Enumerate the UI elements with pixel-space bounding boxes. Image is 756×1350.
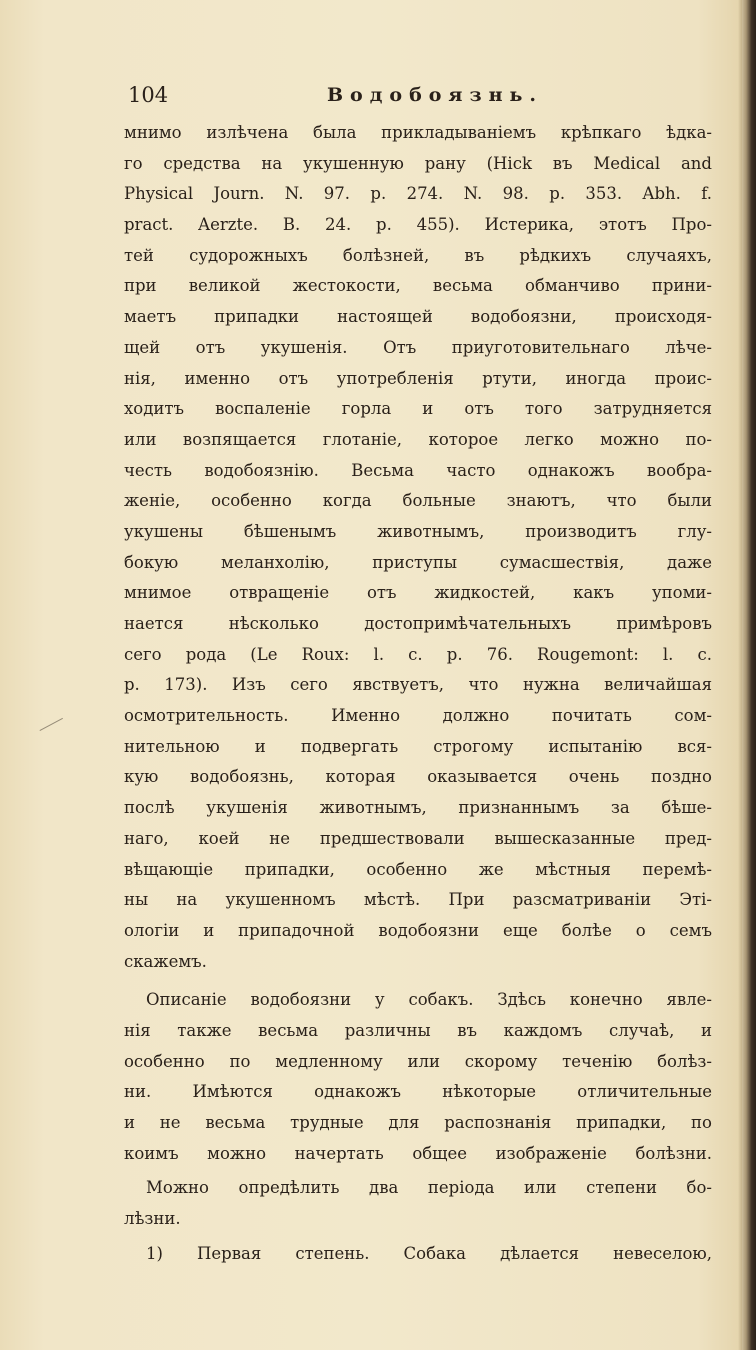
text-line: кую водобоязнь, которая оказывается очень поздно xyxy=(124,767,712,787)
text-line: мнимое отвращеніе отъ жидкостей, какъ упоми- xyxy=(124,583,712,603)
text-line: укушены бѣшенымъ животнымъ, производитъ глу- xyxy=(124,521,712,541)
text-line: тей судорожныхъ болѣзней, въ рѣдкихъ случаяхъ, xyxy=(124,245,712,265)
text-line: ны на укушенномъ мѣстѣ. При разсматриваніи Эті- xyxy=(124,890,712,910)
text-line: Physical Journ. N. 97. p. 274. N. 98. p. 353. Abh. f. xyxy=(124,184,712,204)
text-line: ходитъ воспаленіе горла и отъ того затрудняется xyxy=(124,399,712,419)
text-line: p. 173). Изъ сего явствуетъ, что нужна величайшая xyxy=(124,675,712,695)
text-line: бокую меланхолію, приступы сумасшествія, даже xyxy=(124,552,712,572)
text-line: осмотрительность. Именно должно почитать сом- xyxy=(124,706,712,726)
page-edge-shadow xyxy=(738,0,756,1350)
text-line: нія, именно отъ употребленія ртути, иногда проис- xyxy=(124,368,712,388)
text-line: мнимо излѣчена была прикладываніемъ крѣпкаго ѣдка- xyxy=(124,123,712,142)
text-line: и не весьма трудные для распознанія припадки, по xyxy=(124,1113,712,1132)
text-line: ни. Имѣются однакожъ нѣкоторые отличительные xyxy=(124,1082,712,1102)
text-line: скажемъ. xyxy=(124,951,207,971)
text-line: при великой жестокости, весьма обманчиво прини- xyxy=(124,276,712,296)
text-line: послѣ укушенія животнымъ, признаннымъ за бѣше- xyxy=(124,798,712,818)
text-line: Можно опредѣлить два періода или степени бо- xyxy=(146,1178,712,1198)
body-text xyxy=(124,118,712,1269)
text-line: щей отъ укушенія. Отъ приуготовительнаго лѣче- xyxy=(124,337,712,357)
text-line: вѣщающіе припадки, особенно же мѣстныя перемѣ- xyxy=(124,859,712,879)
text-line: сего рода (Le Roux: l. c. p. 76. Rougemont: l. c. xyxy=(124,644,712,664)
text-line: pract. Aerzte. B. 24. p. 455). Истерика, этотъ Про- xyxy=(124,215,712,235)
text-line: нія также весьма различны въ каждомъ случаѣ, и xyxy=(124,1020,712,1040)
section-heading-line: Описаніе водобоязни у собакъ. Здѣсь конечно явле- xyxy=(146,990,712,1010)
text-line: нается нѣсколько достопримѣчательныхъ примѣровъ xyxy=(124,614,712,633)
text-line: или возпящается глотаніе, которое легко можно по- xyxy=(124,429,712,449)
text-line: честь водобоязнію. Весьма часто однакожъ вообра- xyxy=(124,460,712,480)
text-line: женіе, особенно когда больные знаютъ, что были xyxy=(124,491,712,511)
text-line: нительною и подвергать строгому испытанію вся- xyxy=(124,736,712,756)
subsection-line: 1) Первая степень. Собака дѣлается невеселою, xyxy=(146,1243,712,1263)
text-line: особенно по медленному или скорому теченію болѣз- xyxy=(124,1051,712,1071)
page-number: 104 xyxy=(128,83,169,107)
text-line: ологіи и припадочной водобоязни еще болѣе о семъ xyxy=(124,920,712,940)
text-line: го средства на укушенную рану (Hick въ Medical and xyxy=(124,153,712,173)
text-line: лѣзни. xyxy=(124,1209,181,1229)
text-line: маетъ припадки настоящей водобоязни, происходя- xyxy=(124,307,712,327)
page-header xyxy=(120,80,710,114)
running-title: Водобоязнь. xyxy=(327,84,543,106)
text-line: коимъ можно начертать общее изображеніе болѣзни. xyxy=(124,1143,712,1163)
text-line: наго, коей не предшествовали вышесказанные пред- xyxy=(124,828,712,848)
